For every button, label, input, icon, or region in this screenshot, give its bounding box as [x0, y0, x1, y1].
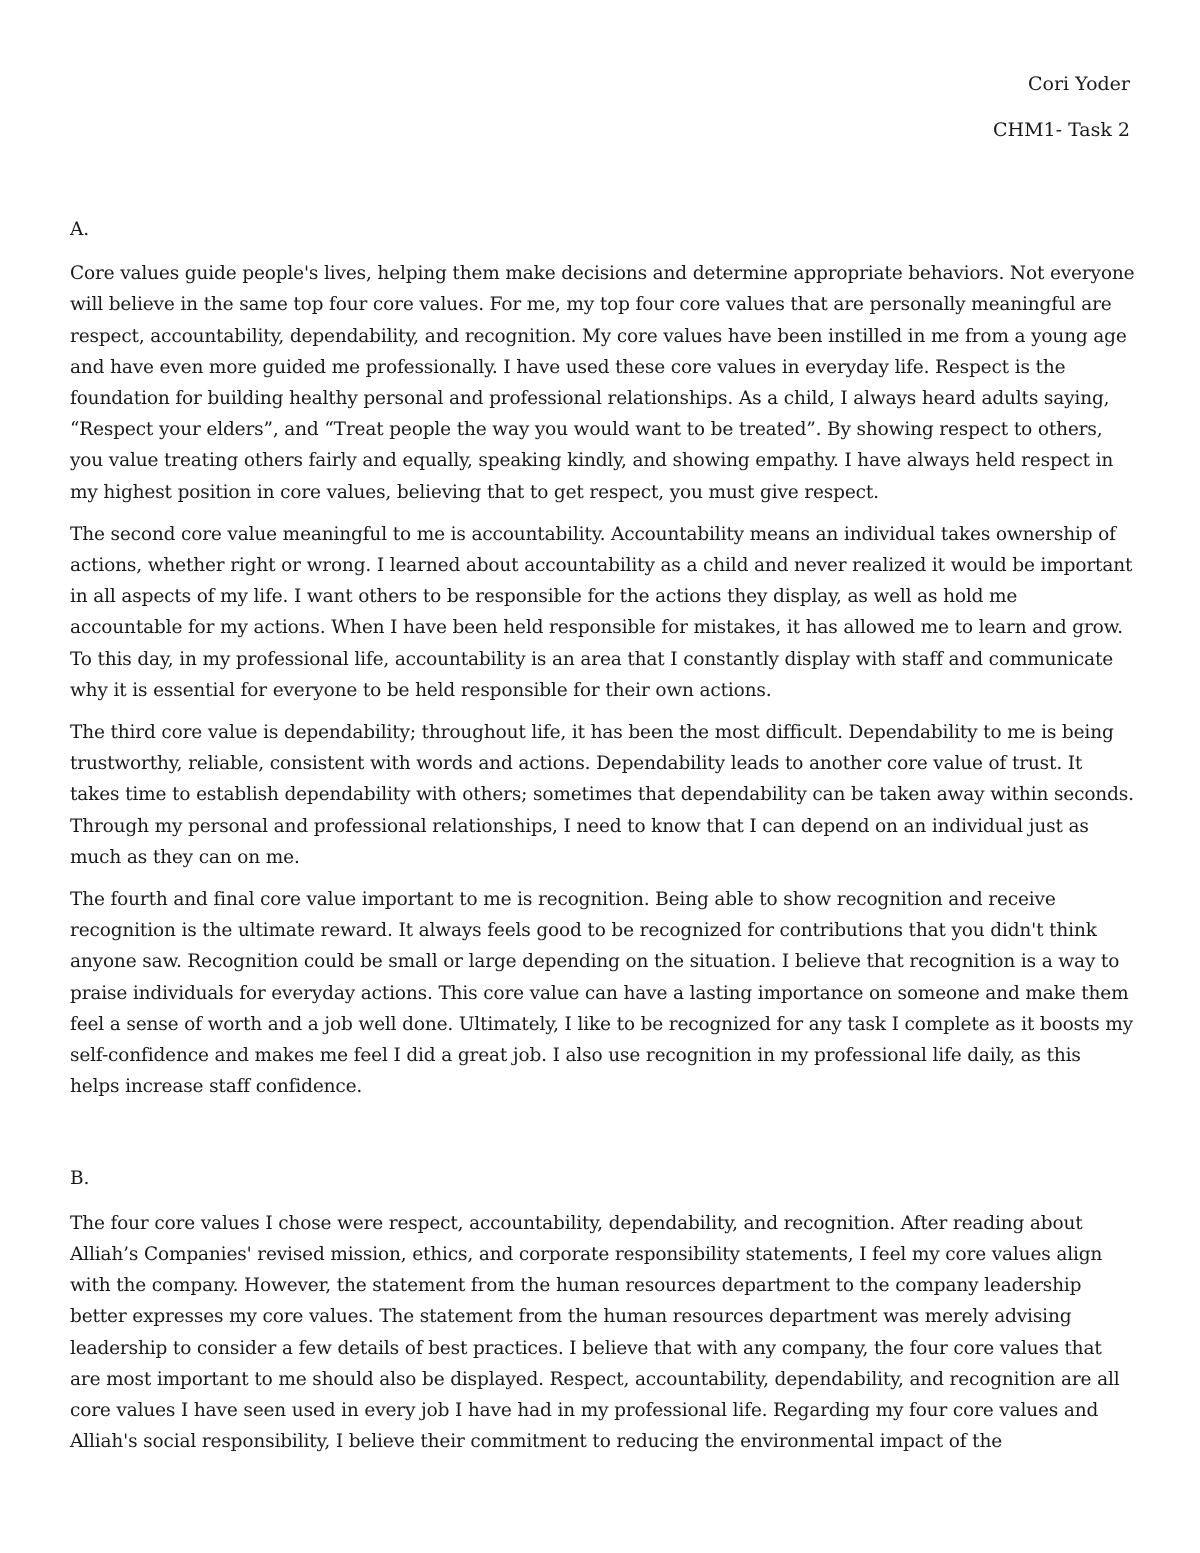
section-a: [70, 214, 1135, 1102]
section-spacer: [70, 1113, 1135, 1163]
section-b-paragraph-1: The four core values I chose were respect, accountability, dependability, and recognition. After reading about Alliah’s Companies' revised mission, ethics, and corporate responsibility statements, I feel my core values align with the company. However, the statement from the human resources department to the company leadership better expresses my core values. The statement from the human resources department was merely advising leadership to consider a few details of best practices. I believe that with any company, the four core values that are most important to me should also be displayed. Respect, accountability, dependability, and recognition are all core values I have seen used in every job I have had in my professional life. Regarding my four core values and Alliah's social responsibility, I believe their commitment to reducing the environmental impact of the: [70, 1212, 1120, 1453]
section-b-label: B.: [70, 1168, 90, 1190]
section-a-label: A.: [70, 219, 89, 240]
document-body: [70, 214, 1135, 1468]
document-header: [993, 72, 1130, 142]
course-task-label: CHM1- Task 2: [992, 119, 1130, 141]
section-a-paragraph-2: The second core value meaningful to me is accountability. Accountability means an individual takes ownership of actions, whether right or wrong. I learned about accountability as a child and never realized it would be important in all aspects of my life. I want others to be responsible for the actions they display, as well as hold me accountable for my actions. When I have been held responsible for mistakes, it has allowed me to learn and grow. To this day, in my professional life, accountability is an area that I constantly display with staff and communicate why it is essential for everyone to be held responsible for their own actions.: [70, 523, 1133, 701]
section-a-paragraph-4: The fourth and final core value important to me is recognition. Being able to show recognition and receive recognition is the ultimate reward. It always feels good to be recognized for contributions that you didn't think anyone saw. Recognition could be small or large depending on the situation. I believe that recognition is a way to praise individuals for everyday actions. This core value can have a lasting importance on someone and make them feel a sense of worth and a job well done. Ultimately, I like to be recognized for any task I complete as it boosts my self-confidence and makes me feel I did a great job. I also use recognition in my professional life daily, as this helps increase staff confidence.: [70, 889, 1133, 1098]
author-name: Cori Yoder: [1028, 73, 1130, 95]
section-b: [70, 1163, 1135, 1457]
section-a-paragraph-1: Core values guide people's lives, helping them make decisions and determine appropriate behaviors. Not everyone will believe in the same top four core values. For me, my top four core values that are personally meaningful are respect, accountability, dependability, and recognition. My core values have been instilled in me from a young age and have even more guided me professionally. I have used these core values in everyday life. Respect is the foundation for building healthy personal and professional relationships. As a child, I always heard adults saying, “Respect your elders”, and “Treat people the way you would want to be treated”. By showing respect to others, you value treating others fairly and equally, speaking kindly, and showing empathy. I have always held respect in my highest position in core values, believing that to get respect, you must give respect.: [70, 263, 1135, 503]
section-a-paragraph-3: The third core value is dependability; throughout life, it has been the most difficult. Dependability to me is being trustworthy, reliable, consistent with words and actions. Dependability leads to another core value of trust. It takes time to establish dependability with others; sometimes that dependability can be taken away within seconds. Through my personal and professional relationships, I need to know that I can depend on an individual just as much as they can on me.: [70, 722, 1134, 868]
